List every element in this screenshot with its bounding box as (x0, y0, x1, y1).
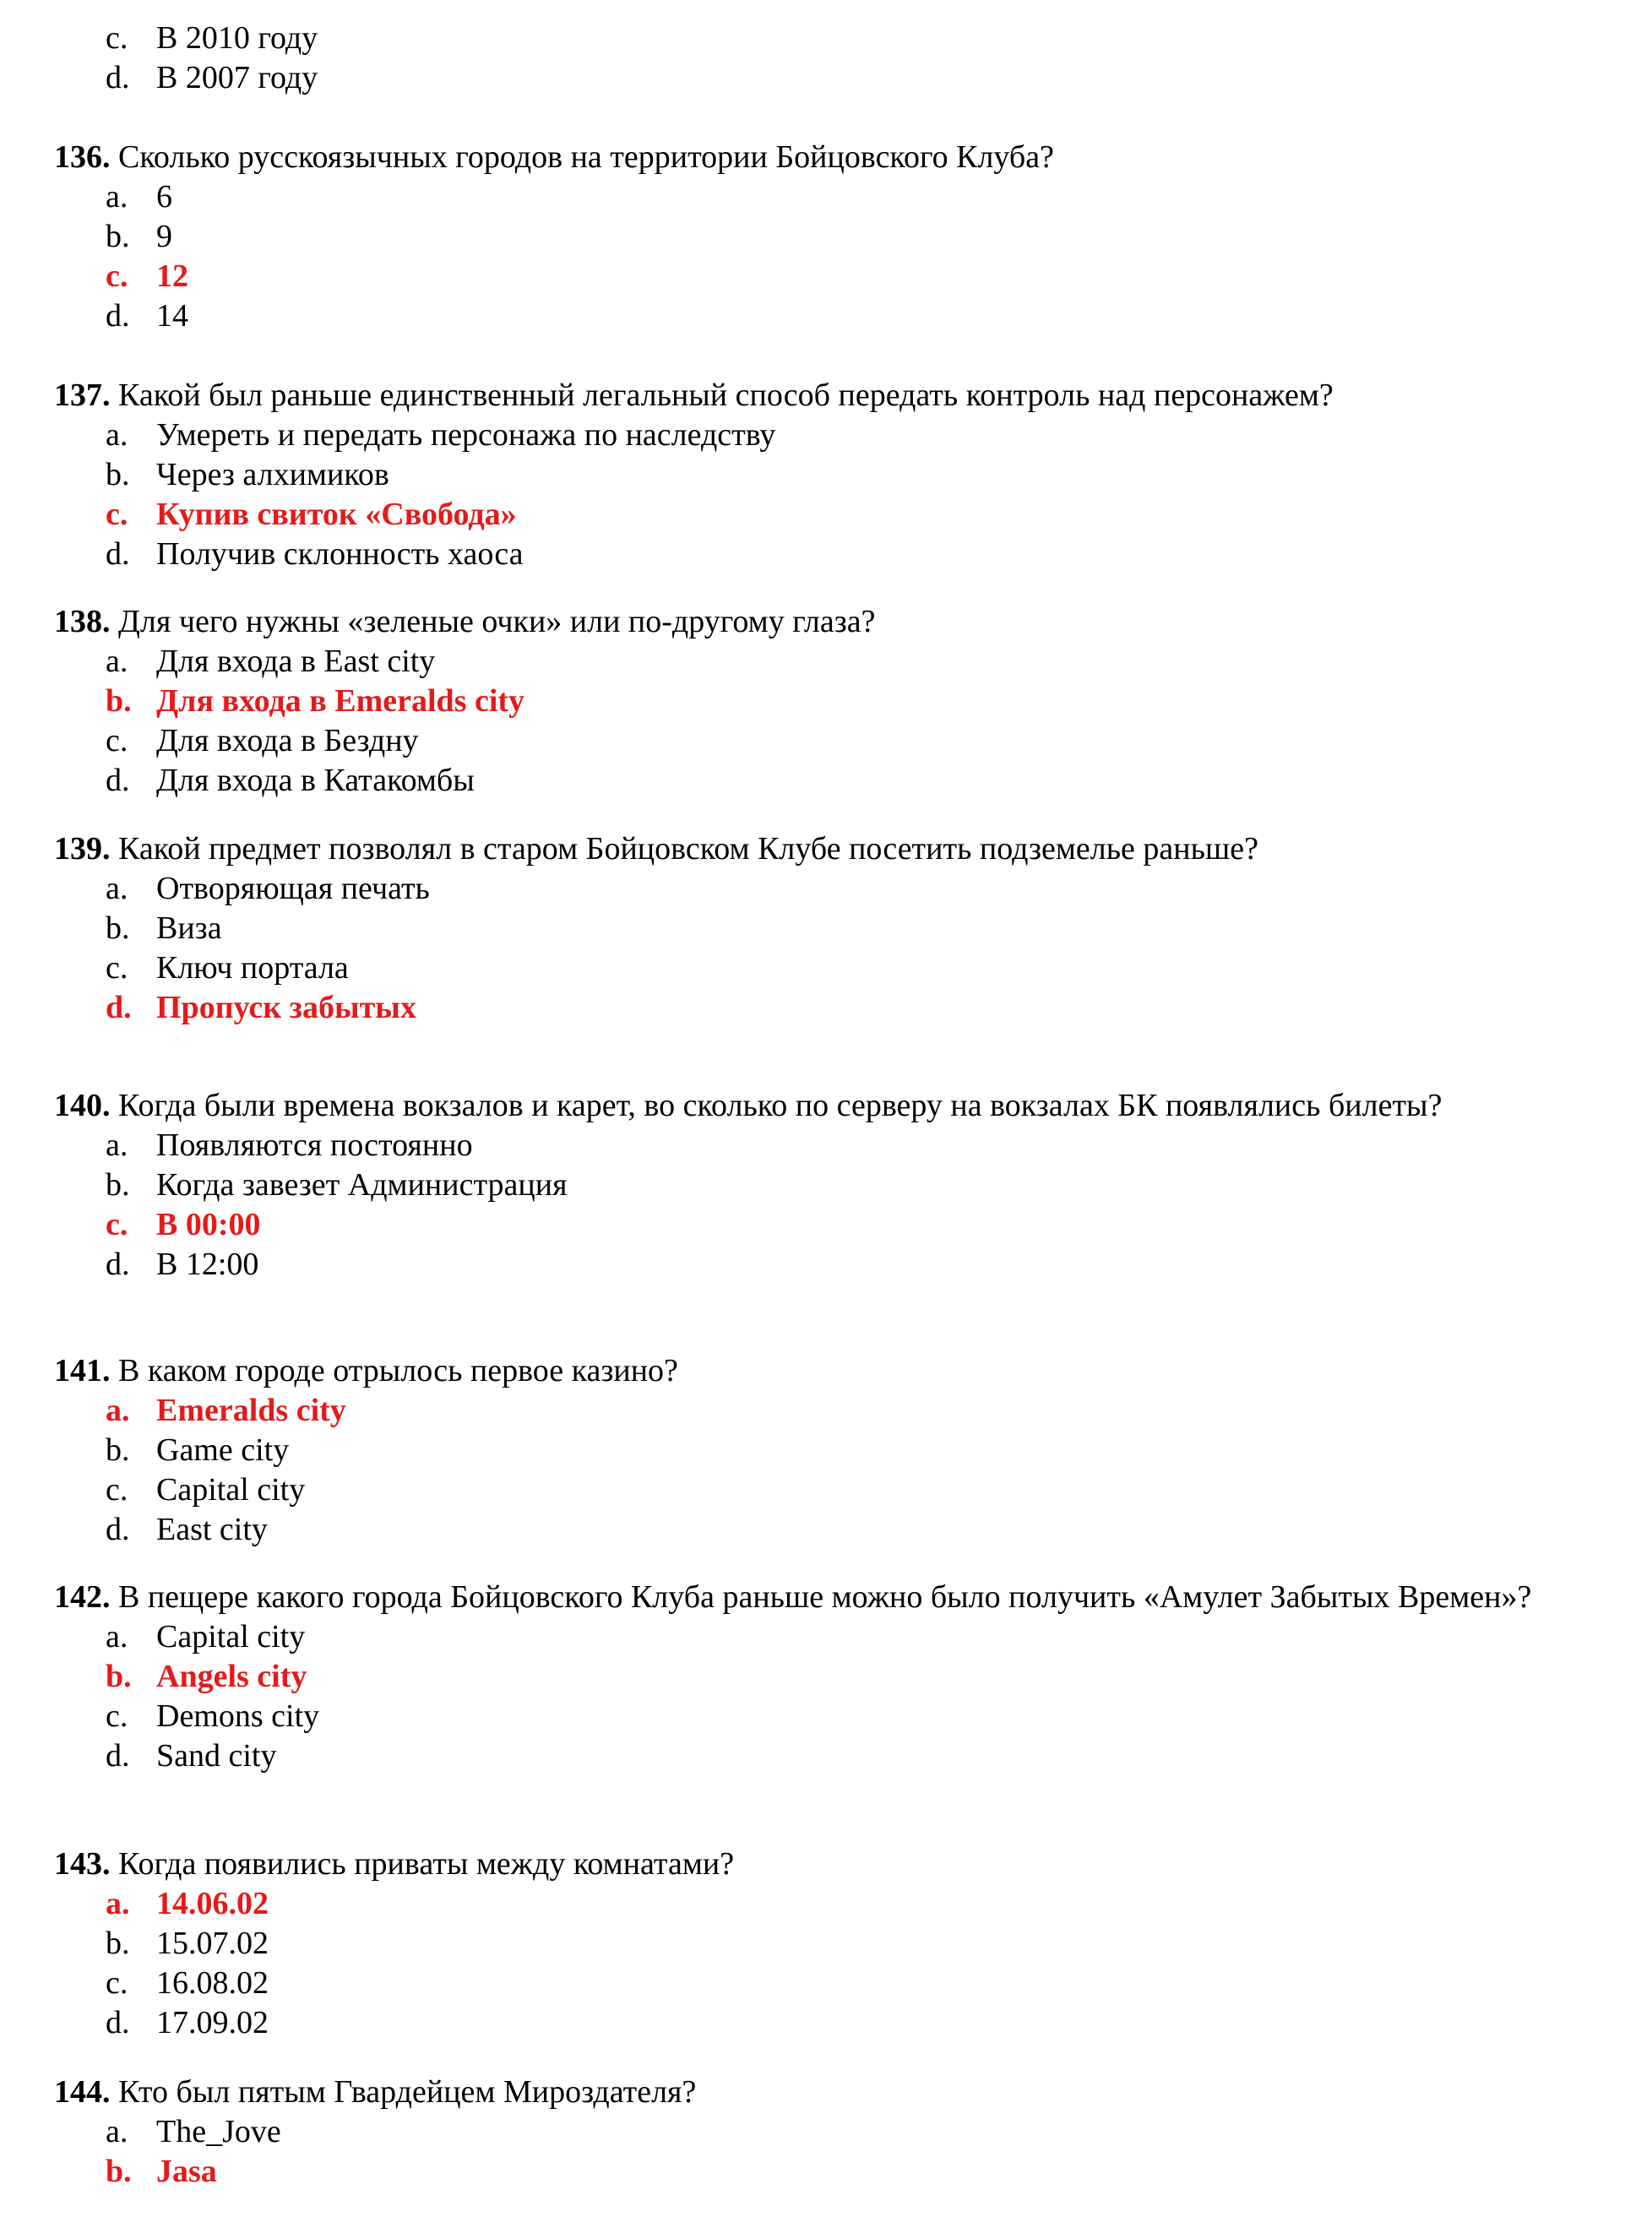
option-list (54, 869, 1557, 1028)
option-text: 17.09.02 (156, 2005, 269, 2040)
option-text: Angels city (156, 1659, 307, 1694)
question-title (54, 829, 1557, 869)
option-text: В 12:00 (156, 1247, 259, 1282)
option-d (54, 58, 1557, 98)
option-letter: b. (106, 219, 130, 254)
option-c (54, 1470, 1557, 1510)
option-text: Виза (156, 910, 222, 946)
option-letter: a. (106, 1619, 128, 1654)
option-letter: b. (106, 1432, 130, 1468)
option-text: Когда завезет Администрация (156, 1167, 568, 1203)
question-number: 141. (54, 1353, 111, 1388)
option-text: 14 (156, 298, 188, 334)
option-text: 9 (156, 219, 172, 254)
option-letter: d. (106, 536, 130, 572)
question-141 (54, 1351, 1557, 1550)
option-text: Получив склонность хаоса (156, 536, 524, 572)
option-text: Для входа в Катакомбы (156, 763, 475, 798)
question-137 (54, 376, 1557, 574)
question-number: 138. (54, 604, 111, 639)
question-title (54, 1578, 1557, 1617)
option-b (54, 455, 1557, 495)
option-c (54, 19, 1557, 58)
option-text: Sand city (156, 1738, 277, 1774)
option-c-correct (54, 495, 1557, 535)
option-text: 6 (156, 179, 172, 215)
option-b (54, 909, 1557, 948)
option-text: Купив свиток «Свобода» (156, 497, 517, 532)
question-text: Сколько русскоязычных городов на территории Бойцовского Клуба? (110, 139, 1054, 175)
option-d (54, 1510, 1557, 1550)
option-c-correct (54, 257, 1557, 296)
option-list (54, 2112, 1557, 2192)
option-letter: a. (106, 644, 128, 679)
question-140 (54, 1086, 1557, 1285)
option-text: Emeralds city (156, 1393, 346, 1428)
option-letter: c. (106, 950, 128, 986)
question-title (54, 1351, 1557, 1391)
option-a (54, 642, 1557, 682)
option-c (54, 948, 1557, 988)
option-letter: d. (106, 298, 130, 334)
option-list (54, 642, 1557, 801)
option-text: Jasa (156, 2154, 217, 2189)
option-d (54, 535, 1557, 574)
option-letter: c. (106, 1472, 128, 1508)
option-list (54, 19, 1557, 98)
question-text: В каком городе отрылось первое казино? (110, 1353, 678, 1388)
option-text: Demons city (156, 1698, 320, 1734)
question-text: Какой был раньше единственный легальный способ передать контроль над персонажем? (110, 378, 1334, 413)
option-letter: c. (106, 497, 128, 532)
option-text: 15.07.02 (156, 1926, 269, 1961)
option-letter: d. (106, 1738, 130, 1774)
option-a (54, 869, 1557, 909)
question-title (54, 2073, 1557, 2112)
option-text: В 2010 году (156, 20, 318, 56)
option-text: Через алхимиков (156, 457, 389, 492)
option-list (54, 1617, 1557, 1776)
option-text: В 2007 году (156, 60, 318, 95)
option-d (54, 296, 1557, 336)
option-text: Для входа в Emeralds city (156, 683, 525, 719)
option-text: Game city (156, 1432, 290, 1468)
question-135-continued (54, 19, 1557, 98)
option-letter: c. (106, 1698, 128, 1734)
option-d (54, 1245, 1557, 1285)
option-text: Capital city (156, 1619, 306, 1654)
question-138 (54, 602, 1557, 801)
option-text: Появляются постоянно (156, 1127, 473, 1163)
question-number: 139. (54, 831, 111, 867)
question-text: Для чего нужны «зеленые очки» или по-другому глаза? (110, 604, 876, 639)
option-a-correct (54, 1391, 1557, 1431)
question-text: Когда были времена вокзалов и карет, во сколько по серверу на вокзалах БК появлялись билеты? (110, 1088, 1443, 1123)
option-text: Для входа в East city (156, 644, 436, 679)
option-a (54, 1126, 1557, 1165)
option-d (54, 2003, 1557, 2043)
option-letter: a. (106, 179, 128, 215)
question-title (54, 138, 1557, 177)
option-list (54, 416, 1557, 574)
option-letter: a. (106, 1127, 128, 1163)
option-letter: b. (106, 2154, 132, 2189)
question-title (54, 376, 1557, 416)
option-text: 16.08.02 (156, 1965, 269, 2001)
option-letter: b. (106, 457, 130, 492)
option-letter: d. (106, 1512, 130, 1547)
option-letter: c. (106, 258, 128, 294)
option-text: Ключ портала (156, 950, 349, 986)
option-text: Умереть и передать персонажа по наследству (156, 417, 776, 453)
option-letter: c. (106, 1965, 128, 2001)
option-list (54, 1391, 1557, 1550)
option-letter: c. (106, 20, 128, 56)
option-text: East city (156, 1512, 268, 1547)
question-142 (54, 1578, 1557, 1776)
option-text: Capital city (156, 1472, 306, 1508)
option-text: В 00:00 (156, 1207, 261, 1242)
option-b-correct (54, 1657, 1557, 1697)
option-letter: d. (106, 2005, 130, 2040)
question-text: В пещере какого города Бойцовского Клуба раньше можно было получить «Амулет Забытых Времен»? (110, 1579, 1532, 1615)
option-b (54, 1924, 1557, 1964)
option-letter: b. (106, 1659, 132, 1694)
option-list (54, 1126, 1557, 1285)
option-a-correct (54, 1884, 1557, 1924)
option-text: Для входа в Бездну (156, 723, 419, 758)
question-text: Какой предмет позволял в старом Бойцовском Клубе посетить подземелье раньше? (110, 831, 1258, 867)
question-144 (54, 2073, 1557, 2192)
question-number: 140. (54, 1088, 111, 1123)
option-c (54, 1697, 1557, 1736)
option-text: The_Jove (156, 2114, 281, 2149)
option-text: 12 (156, 258, 188, 294)
option-a (54, 2112, 1557, 2152)
question-text: Когда появились приваты между комнатами? (110, 1846, 735, 1882)
question-number: 143. (54, 1846, 111, 1882)
option-d-correct (54, 988, 1557, 1028)
option-letter: c. (106, 1207, 128, 1242)
question-number: 136. (54, 139, 111, 175)
question-text: Кто был пятым Гвардейцем Мироздателя? (110, 2074, 697, 2110)
option-letter: a. (106, 1886, 130, 1921)
option-b-correct (54, 682, 1557, 721)
option-c (54, 1964, 1557, 2003)
option-list (54, 177, 1557, 336)
option-letter: b. (106, 1167, 130, 1203)
option-letter: a. (106, 2114, 128, 2149)
question-143 (54, 1845, 1557, 2043)
option-c-correct (54, 1205, 1557, 1245)
option-b (54, 217, 1557, 257)
question-title (54, 602, 1557, 642)
option-b (54, 1165, 1557, 1205)
question-number: 144. (54, 2074, 111, 2110)
option-letter: d. (106, 60, 130, 95)
question-136 (54, 138, 1557, 336)
option-d (54, 1736, 1557, 1776)
option-letter: a. (106, 871, 128, 906)
option-letter: a. (106, 1393, 130, 1428)
option-b-correct (54, 2152, 1557, 2192)
option-letter: b. (106, 1926, 130, 1961)
question-number: 142. (54, 1579, 111, 1615)
option-letter: a. (106, 417, 128, 453)
option-text: Отворяющая печать (156, 871, 430, 906)
option-b (54, 1431, 1557, 1470)
option-letter: b. (106, 910, 130, 946)
option-a (54, 1617, 1557, 1657)
question-title (54, 1845, 1557, 1884)
option-text: 14.06.02 (156, 1886, 269, 1921)
option-c (54, 721, 1557, 761)
option-letter: d. (106, 1247, 130, 1282)
option-letter: d. (106, 763, 130, 798)
option-letter: d. (106, 990, 132, 1025)
option-letter: c. (106, 723, 128, 758)
question-number: 137. (54, 378, 111, 413)
option-letter: b. (106, 683, 132, 719)
option-text: Пропуск забытых (156, 990, 416, 1025)
question-139 (54, 829, 1557, 1028)
option-a (54, 177, 1557, 217)
option-a (54, 416, 1557, 455)
question-title (54, 1086, 1557, 1126)
option-d (54, 761, 1557, 801)
option-list (54, 1884, 1557, 2043)
